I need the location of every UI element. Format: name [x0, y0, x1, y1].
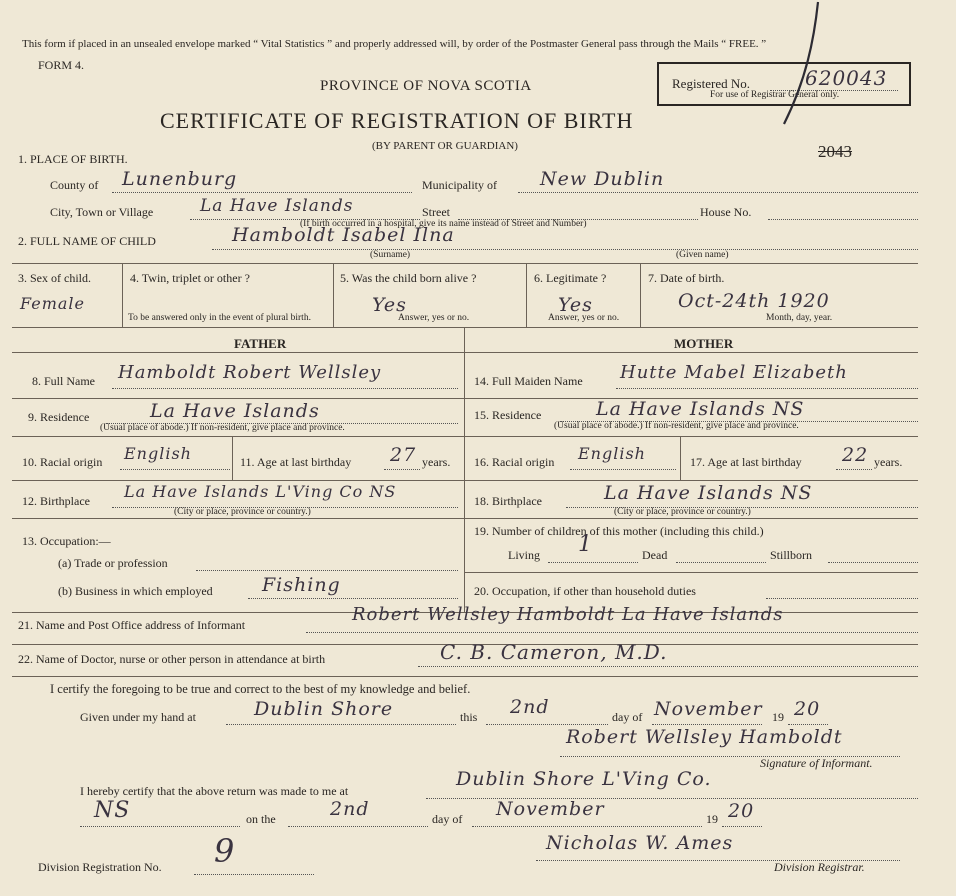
division-registration-label: Division Registration No. [38, 860, 162, 874]
certify-statement: I certify the foregoing to be true and correct to the best of my knowledge and belief. [50, 682, 471, 696]
given-year-prefix: 19 [772, 710, 784, 724]
doctor-value: C. B. Cameron, M.D. [440, 640, 668, 664]
registrar-signature: Nicholas W. Ames [546, 832, 734, 854]
children-count-label: 19. Number of children of this mother (including this child.) [474, 524, 764, 538]
street-note: (If birth occurred in a hospital, give its name instead of Street and Number) [300, 219, 587, 229]
registrar-general-note: For use of Registrar General only. [710, 90, 840, 100]
mother-name-value: Hutte Mabel Elizabeth [620, 362, 848, 383]
dob-note: Month, day, year. [766, 313, 833, 323]
mother-years-label: years. [874, 455, 903, 469]
on-the-label: on the [246, 812, 276, 826]
father-residence-label: 9. Residence [28, 410, 90, 424]
living-value: 1 [578, 532, 593, 557]
mother-race-label: 16. Racial origin [474, 455, 555, 469]
sex-value: Female [20, 294, 85, 313]
province-title: PROVINCE OF NOVA SCOTIA [320, 78, 532, 94]
living-label: Living [508, 548, 540, 562]
registrar-statement: I hereby certify that the above return was made to me at [80, 784, 349, 798]
sex-label: 3. Sex of child. [18, 271, 91, 285]
this-label: this [460, 710, 478, 724]
given-month-value: November [654, 698, 763, 720]
father-name-value: Hamboldt Robert Wellsley [118, 362, 382, 383]
child-name-value: Hamboldt Isabel Ilna [232, 224, 455, 246]
doctor-label: 22. Name of Doctor, nurse or other person in attendance at birth [18, 652, 326, 666]
given-place-value: Dublin Shore [254, 698, 394, 720]
mother-birthplace-label: 18. Birthplace [474, 494, 542, 508]
corner-number: 2043 [818, 142, 852, 161]
registered-no-value: 620043 [805, 66, 888, 90]
county-label: County of [50, 178, 99, 192]
surname-note: (Surname) [370, 250, 411, 260]
place-of-birth-label: 1. PLACE OF BIRTH. [18, 152, 128, 166]
mother-residence-value: La Have Islands NS [596, 398, 805, 420]
registered-no-label: Registered No. [672, 76, 750, 91]
informant-signature: Robert Wellsley Hamboldt [566, 726, 843, 748]
informant-label: 21. Name and Post Office address of Informant [18, 618, 246, 632]
mother-age-value: 22 [842, 444, 869, 466]
given-year-value: 20 [794, 698, 821, 720]
father-occupation-label: 13. Occupation:— [22, 534, 111, 548]
father-heading: FATHER [234, 336, 287, 351]
business-value: Fishing [262, 574, 341, 596]
mother-age-label: 17. Age at last birthday [690, 455, 802, 469]
business-label: (b) Business in which employed [58, 584, 213, 598]
certificate-title: CERTIFICATE OF REGISTRATION OF BIRTH [160, 108, 634, 133]
informant-value: Robert Wellsley Hamboldt La Have Islands [352, 604, 784, 625]
county-value: Lunenburg [122, 168, 238, 190]
mother-birthplace-note: (City or place, province or country.) [614, 507, 751, 517]
father-race-value: English [124, 444, 192, 463]
mother-residence-label: 15. Residence [474, 408, 542, 422]
street-label: Street [422, 205, 450, 219]
municipality-value: New Dublin [540, 168, 665, 190]
mother-name-label: 14. Full Maiden Name [474, 374, 583, 388]
alive-value: Yes [372, 294, 407, 316]
alive-note: Answer, yes or no. [398, 313, 470, 323]
dead-label: Dead [642, 548, 668, 562]
given-day-of-label: day of [612, 710, 643, 724]
given-name-note: (Given name) [676, 250, 729, 260]
father-race-label: 10. Racial origin [22, 455, 103, 469]
twin-note: To be answered only in the event of plural birth. [128, 313, 311, 323]
father-residence-note: (Usual place of abode.) If non-resident, give place and province. [100, 423, 345, 433]
father-years-label: years. [422, 455, 451, 469]
alive-label: 5. Was the child born alive ? [340, 271, 477, 285]
dob-label: 7. Date of birth. [648, 271, 725, 285]
certificate-subtitle: (BY PARENT OR GUARDIAN) [372, 140, 518, 152]
mother-race-value: English [578, 444, 646, 463]
registrar-year-value: 20 [728, 800, 755, 822]
city-label: City, Town or Village [50, 205, 154, 219]
registrar-place-value: Dublin Shore L'Ving Co. [456, 768, 712, 790]
given-under-label: Given under my hand at [80, 710, 196, 724]
division-registrar-label: Division Registrar. [774, 860, 865, 874]
father-residence-value: La Have Islands [150, 400, 320, 422]
mother-birthplace-value: La Have Islands NS [604, 482, 813, 504]
registrar-month-value: November [496, 798, 605, 820]
father-age-value: 27 [390, 444, 417, 466]
registrar-year-prefix: 19 [706, 812, 718, 826]
given-day-value: 2nd [510, 696, 550, 718]
trade-label: (a) Trade or profession [58, 556, 168, 570]
twin-label: 4. Twin, triplet or other ? [130, 271, 250, 285]
mother-occupation-label: 20. Occupation, if other than household duties [474, 584, 696, 598]
registrar-place-continued: NS [94, 798, 131, 823]
house-no-label: House No. [700, 205, 752, 219]
registrar-day-value: 2nd [330, 798, 370, 820]
legitimate-label: 6. Legitimate ? [534, 271, 607, 285]
father-birthplace-label: 12. Birthplace [22, 494, 90, 508]
pen-stroke [780, 0, 830, 130]
division-registration-value: 9 [214, 832, 236, 870]
municipality-label: Municipality of [422, 178, 497, 192]
mother-heading: MOTHER [674, 336, 734, 351]
mail-notice: This form if placed in an unsealed envelope marked “ Vital Statistics ” and properly addressed will, by order of the Postmaster General pass through the Mails “ FREE. ” [22, 38, 767, 50]
mother-residence-note: (Usual place of abode.) If non-resident, give place and province. [554, 421, 799, 431]
dob-value: Oct-24th 1920 [678, 290, 830, 312]
legitimate-note: Answer, yes or no. [548, 313, 620, 323]
father-name-label: 8. Full Name [32, 374, 95, 388]
father-birthplace-note: (City or place, province or country.) [174, 507, 311, 517]
city-value: La Have Islands [200, 196, 354, 216]
legitimate-value: Yes [558, 294, 593, 316]
registrar-day-of-label: day of [432, 812, 463, 826]
informant-signature-label: Signature of Informant. [760, 756, 873, 770]
form-number: FORM 4. [38, 58, 85, 72]
child-name-label: 2. FULL NAME OF CHILD [18, 234, 156, 248]
father-age-label: 11. Age at last birthday [240, 455, 352, 469]
father-birthplace-value: La Have Islands L'Ving Co NS [124, 482, 397, 501]
stillborn-label: Stillborn [770, 548, 813, 562]
